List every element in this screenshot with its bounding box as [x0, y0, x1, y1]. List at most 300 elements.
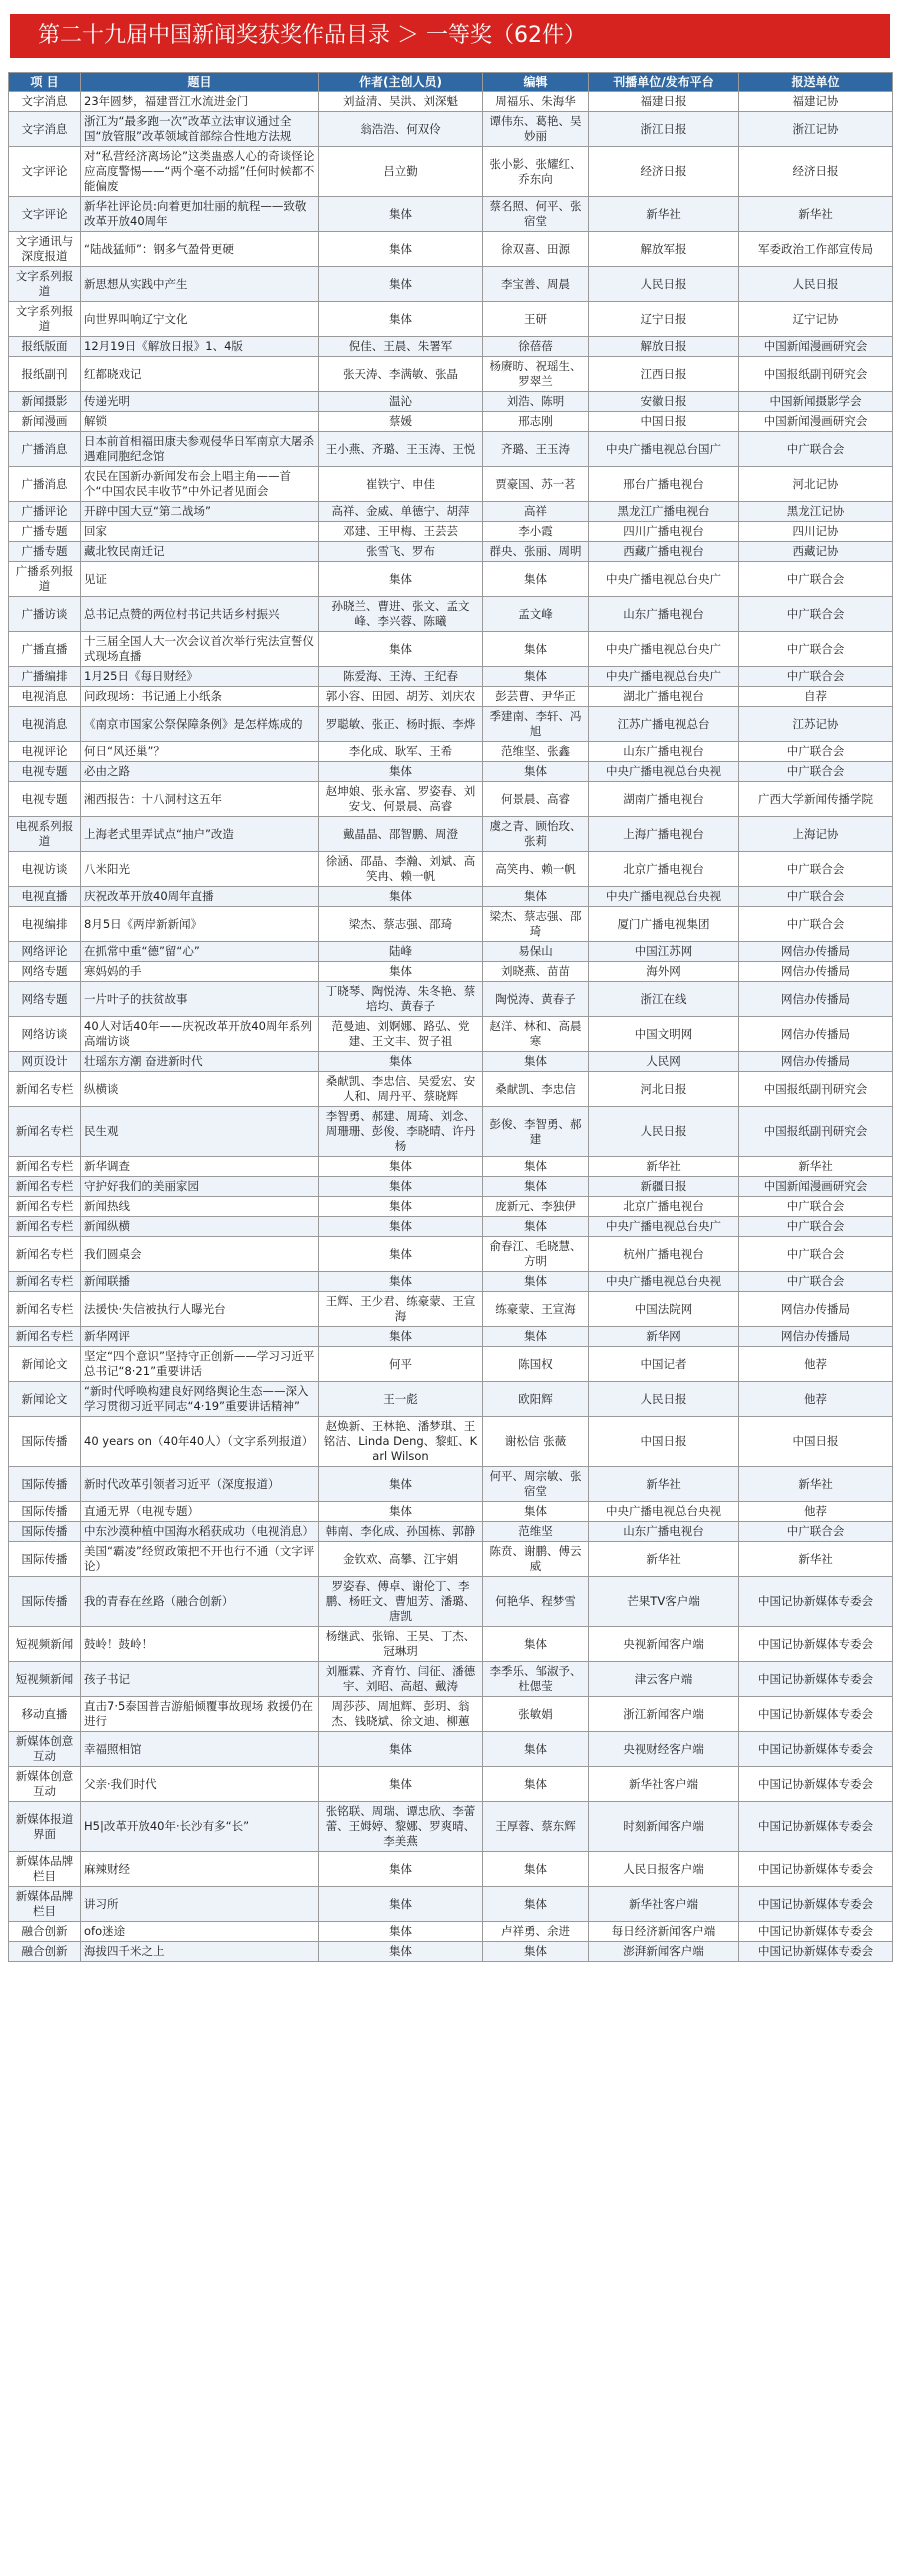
- publisher-cell: 辽宁日报: [589, 302, 739, 337]
- title-cell: 必由之路: [81, 762, 319, 782]
- category-cell: 新媒体品牌栏目: [9, 1887, 81, 1922]
- table-row: [9, 1732, 893, 1767]
- table-row: [9, 1197, 893, 1217]
- publisher-cell: 津云客户端: [589, 1662, 739, 1697]
- publisher-cell: 中国法院网: [589, 1292, 739, 1327]
- table-row: [9, 1887, 893, 1922]
- title-cell: 23年圆梦，福建晋江水流进金门: [81, 92, 319, 112]
- table-row: [9, 502, 893, 522]
- author-cell: 周莎莎、周旭辉、彭玥、翁杰、钱晓斌、徐文迪、柳蕙: [319, 1697, 483, 1732]
- author-cell: 王一彪: [319, 1382, 483, 1417]
- title-cell: 我们圆桌会: [81, 1237, 319, 1272]
- category-cell: 文字消息: [9, 112, 81, 147]
- publisher-cell: 经济日报: [589, 147, 739, 197]
- submitter-cell: 中国记协新媒体专委会: [739, 1697, 893, 1732]
- publisher-cell: 新华社: [589, 1542, 739, 1577]
- editor-cell: 李宝善、周晨: [483, 267, 589, 302]
- title-cell: 我的青春在丝路（融合创新）: [81, 1577, 319, 1627]
- title-cell: 鼓岭！鼓岭！: [81, 1627, 319, 1662]
- publisher-cell: 人民网: [589, 1052, 739, 1072]
- author-cell: 郭小容、田园、胡芳、刘庆农: [319, 687, 483, 707]
- author-cell: 孙晓兰、曹进、张文、孟文峰、李兴蓉、陈曦: [319, 597, 483, 632]
- author-cell: 集体: [319, 887, 483, 907]
- category-cell: 广播直播: [9, 632, 81, 667]
- publisher-cell: 解放日报: [589, 337, 739, 357]
- category-cell: 新闻名专栏: [9, 1177, 81, 1197]
- publisher-cell: 山东广播电视台: [589, 1522, 739, 1542]
- category-cell: 广播系列报道: [9, 562, 81, 597]
- submitter-cell: 中国记协新媒体专委会: [739, 1732, 893, 1767]
- table-row: [9, 147, 893, 197]
- title-cell: 纵横谈: [81, 1072, 319, 1107]
- category-cell: 新闻名专栏: [9, 1157, 81, 1177]
- title-cell: 回家: [81, 522, 319, 542]
- publisher-cell: 中央广播电视总台央广: [589, 1217, 739, 1237]
- editor-cell: 集体: [483, 1767, 589, 1802]
- publisher-cell: 中央广播电视总台央广: [589, 562, 739, 597]
- title-cell: 直击7·5泰国普吉游船倾覆事故现场 救援仍在进行: [81, 1697, 319, 1732]
- author-cell: 桑献凯、李忠信、吴爱宏、安人和、周丹平、蔡晓辉: [319, 1072, 483, 1107]
- submitter-cell: 辽宁记协: [739, 302, 893, 337]
- publisher-cell: 黑龙江广播电视台: [589, 502, 739, 522]
- table-row: [9, 1327, 893, 1347]
- title-cell: 对“私营经济离场论”这类蛊惑人心的奇谈怪论应高度警惕——“两个毫不动摇”任何时候都不能偏废: [81, 147, 319, 197]
- submitter-cell: 网信办传播局: [739, 1292, 893, 1327]
- title-cell: 新华网评: [81, 1327, 319, 1347]
- editor-cell: 陈贲、谢鹏、傅云威: [483, 1542, 589, 1577]
- submitter-cell: 中广联合会: [739, 1197, 893, 1217]
- submitter-cell: 中国新闻漫画研究会: [739, 1177, 893, 1197]
- editor-cell: 集体: [483, 1887, 589, 1922]
- author-cell: 集体: [319, 1177, 483, 1197]
- page-title: 第二十九届中国新闻奖获奖作品目录 ＞ 一等奖（62件）: [10, 14, 890, 58]
- category-cell: 新媒体报道界面: [9, 1802, 81, 1852]
- editor-cell: 集体: [483, 1732, 589, 1767]
- editor-cell: 高祥: [483, 502, 589, 522]
- category-cell: 广播专题: [9, 542, 81, 562]
- author-cell: 集体: [319, 1767, 483, 1802]
- publisher-cell: 澎湃新闻客户端: [589, 1942, 739, 1962]
- editor-cell: 周福乐、朱海华: [483, 92, 589, 112]
- title-cell: 湘西报告：十八洞村这五年: [81, 782, 319, 817]
- submitter-cell: 中国新闻漫画研究会: [739, 337, 893, 357]
- author-cell: 倪佳、王晨、朱署军: [319, 337, 483, 357]
- publisher-cell: 中国江苏网: [589, 942, 739, 962]
- table-row: [9, 632, 893, 667]
- header-author: 作者(主创人员): [319, 73, 483, 92]
- author-cell: 集体: [319, 762, 483, 782]
- category-cell: 文字通讯与深度报道: [9, 232, 81, 267]
- editor-cell: 何平、周宗敏、张宿堂: [483, 1467, 589, 1502]
- table-row: [9, 907, 893, 942]
- publisher-cell: 新华社客户端: [589, 1767, 739, 1802]
- editor-cell: 谭伟东、葛艳、吴妙丽: [483, 112, 589, 147]
- category-cell: 报纸副刊: [9, 357, 81, 392]
- publisher-cell: 时刻新闻客户端: [589, 1802, 739, 1852]
- author-cell: 翁浩浩、何双伶: [319, 112, 483, 147]
- category-cell: 电视编排: [9, 907, 81, 942]
- table-row: [9, 92, 893, 112]
- category-cell: 新闻名专栏: [9, 1327, 81, 1347]
- editor-cell: 孟文峰: [483, 597, 589, 632]
- category-cell: 新闻摄影: [9, 392, 81, 412]
- publisher-cell: 中央广播电视总台央视: [589, 1502, 739, 1522]
- publisher-cell: 厦门广播电视集团: [589, 907, 739, 942]
- submitter-cell: 中广联合会: [739, 742, 893, 762]
- editor-cell: 贾豪国、苏一茗: [483, 467, 589, 502]
- author-cell: 集体: [319, 197, 483, 232]
- author-cell: 集体: [319, 1327, 483, 1347]
- submitter-cell: 黑龙江记协: [739, 502, 893, 522]
- editor-cell: 高笑冉、赖一帆: [483, 852, 589, 887]
- submitter-cell: 四川记协: [739, 522, 893, 542]
- author-cell: 王辉、王少君、练豪蒙、王宣海: [319, 1292, 483, 1327]
- submitter-cell: 他荐: [739, 1502, 893, 1522]
- category-cell: 电视评论: [9, 742, 81, 762]
- editor-cell: 集体: [483, 1852, 589, 1887]
- editor-cell: 齐璐、王玉涛: [483, 432, 589, 467]
- title-cell: 法援快·失信被执行人曝光台: [81, 1292, 319, 1327]
- author-cell: 罗姿春、傅卓、谢伦丁、李鹏、杨旺文、曹旭芳、潘璐、唐凯: [319, 1577, 483, 1627]
- publisher-cell: 江苏广播电视总台: [589, 707, 739, 742]
- editor-cell: 集体: [483, 762, 589, 782]
- category-cell: 广播评论: [9, 502, 81, 522]
- author-cell: 集体: [319, 632, 483, 667]
- author-cell: 陈爱海、王涛、王纪春: [319, 667, 483, 687]
- title-cell: 上海老式里弄试点“抽户”改造: [81, 817, 319, 852]
- editor-cell: 集体: [483, 632, 589, 667]
- submitter-cell: 浙江记协: [739, 112, 893, 147]
- title-cell: 新华调查: [81, 1157, 319, 1177]
- submitter-cell: 中国新闻漫画研究会: [739, 412, 893, 432]
- header-submitter: 报送单位: [739, 73, 893, 92]
- submitter-cell: 中国记协新媒体专委会: [739, 1802, 893, 1852]
- table-row: [9, 982, 893, 1017]
- title-cell: 海拔四千米之上: [81, 1942, 319, 1962]
- submitter-cell: 中广联合会: [739, 852, 893, 887]
- table-row: [9, 1627, 893, 1662]
- publisher-cell: 中国文明网: [589, 1017, 739, 1052]
- table-row: [9, 687, 893, 707]
- title-cell: 开辟中国大豆“第二战场”: [81, 502, 319, 522]
- title-cell: 新闻纵横: [81, 1217, 319, 1237]
- category-cell: 文字消息: [9, 92, 81, 112]
- submitter-cell: 中国报纸副刊研究会: [739, 1072, 893, 1107]
- table-row: [9, 1522, 893, 1542]
- table-row: [9, 1802, 893, 1852]
- editor-cell: 王研: [483, 302, 589, 337]
- table-row: [9, 1292, 893, 1327]
- category-cell: 融合创新: [9, 1922, 81, 1942]
- author-cell: 集体: [319, 1237, 483, 1272]
- submitter-cell: 中广联合会: [739, 562, 893, 597]
- submitter-cell: 中广联合会: [739, 762, 893, 782]
- table-row: [9, 392, 893, 412]
- title-cell: 新闻联播: [81, 1272, 319, 1292]
- table-row: [9, 1662, 893, 1697]
- editor-cell: 集体: [483, 562, 589, 597]
- table-row: [9, 232, 893, 267]
- publisher-cell: 湖北广播电视台: [589, 687, 739, 707]
- author-cell: 何平: [319, 1347, 483, 1382]
- author-cell: 集体: [319, 267, 483, 302]
- title-cell: 在抓常中重“德”留“心”: [81, 942, 319, 962]
- title-cell: 八米阳光: [81, 852, 319, 887]
- submitter-cell: 自荐: [739, 687, 893, 707]
- editor-cell: 王厚蓉、蔡东辉: [483, 1802, 589, 1852]
- submitter-cell: 新华社: [739, 197, 893, 232]
- table-row: [9, 267, 893, 302]
- publisher-cell: 中国日报: [589, 1417, 739, 1467]
- publisher-cell: 新华社客户端: [589, 1887, 739, 1922]
- editor-cell: 集体: [483, 667, 589, 687]
- submitter-cell: 中国报纸副刊研究会: [739, 357, 893, 392]
- author-cell: 集体: [319, 302, 483, 337]
- category-cell: 新闻名专栏: [9, 1107, 81, 1157]
- publisher-cell: 新华社: [589, 197, 739, 232]
- author-cell: 戴晶晶、邵智鹏、周澄: [319, 817, 483, 852]
- editor-cell: 彭芸曹、尹华正: [483, 687, 589, 707]
- submitter-cell: 中广联合会: [739, 907, 893, 942]
- publisher-cell: 中央广播电视总台央视: [589, 887, 739, 907]
- author-cell: 范曼迪、刘婀娜、路弘、党建、王文丰、贺子祖: [319, 1017, 483, 1052]
- publisher-cell: 中央广播电视总台央视: [589, 1272, 739, 1292]
- editor-cell: 易保山: [483, 942, 589, 962]
- table-row: [9, 942, 893, 962]
- category-cell: 广播专题: [9, 522, 81, 542]
- submitter-cell: 中国记协新媒体专委会: [739, 1942, 893, 1962]
- submitter-cell: 新华社: [739, 1542, 893, 1577]
- publisher-cell: 海外网: [589, 962, 739, 982]
- submitter-cell: 中国记协新媒体专委会: [739, 1577, 893, 1627]
- category-cell: 电视直播: [9, 887, 81, 907]
- author-cell: 张雪飞、罗布: [319, 542, 483, 562]
- author-cell: 温沁: [319, 392, 483, 412]
- author-cell: 杨继武、张锦、王昊、丁杰、冠琳玥: [319, 1627, 483, 1662]
- submitter-cell: 网信办传播局: [739, 1327, 893, 1347]
- table-row: [9, 1922, 893, 1942]
- author-cell: 集体: [319, 1157, 483, 1177]
- editor-cell: 范维坚: [483, 1522, 589, 1542]
- author-cell: 梁杰、蔡志强、邵琦: [319, 907, 483, 942]
- submitter-cell: 经济日报: [739, 147, 893, 197]
- category-cell: 网络专题: [9, 962, 81, 982]
- editor-cell: 范维坚、张鑫: [483, 742, 589, 762]
- publisher-cell: 新华社: [589, 1467, 739, 1502]
- header-editor: 编辑: [483, 73, 589, 92]
- submitter-cell: 网信办传播局: [739, 982, 893, 1017]
- table-row: [9, 112, 893, 147]
- title-cell: 40人对话40年——庆祝改革开放40周年系列高端访谈: [81, 1017, 319, 1052]
- title-cell: 农民在国新办新闻发布会上唱主角——首个“中国农民丰收节”中外记者见面会: [81, 467, 319, 502]
- title-cell: 麻辣财经: [81, 1852, 319, 1887]
- editor-cell: 桑献凯、李忠信: [483, 1072, 589, 1107]
- title-cell: 12月19日《解放日报》1、4版: [81, 337, 319, 357]
- submitter-cell: 中广联合会: [739, 432, 893, 467]
- submitter-cell: 上海记协: [739, 817, 893, 852]
- category-cell: 融合创新: [9, 1942, 81, 1962]
- submitter-cell: 网信办传播局: [739, 1052, 893, 1072]
- header-category: 项 目: [9, 73, 81, 92]
- author-cell: 蔡媛: [319, 412, 483, 432]
- publisher-cell: 杭州广播电视台: [589, 1237, 739, 1272]
- table-row: [9, 542, 893, 562]
- author-cell: 集体: [319, 962, 483, 982]
- editor-cell: 群央、张丽、周明: [483, 542, 589, 562]
- author-cell: 金钦欢、高攀、江宇娟: [319, 1542, 483, 1577]
- author-cell: 集体: [319, 1942, 483, 1962]
- submitter-cell: 中国新闻摄影学会: [739, 392, 893, 412]
- category-cell: 广播编排: [9, 667, 81, 687]
- publisher-cell: 中央广播电视总台国广: [589, 432, 739, 467]
- category-cell: 新闻名专栏: [9, 1237, 81, 1272]
- editor-cell: 集体: [483, 1627, 589, 1662]
- title-cell: 1月25日《每日财经》: [81, 667, 319, 687]
- title-cell: 庆祝改革开放40周年直播: [81, 887, 319, 907]
- author-cell: 赵焕新、王林艳、潘梦琪、王铭洁、Linda Deng、黎虹、Karl Wilson: [319, 1417, 483, 1467]
- publisher-cell: 江西日报: [589, 357, 739, 392]
- author-cell: 李智勇、郝建、周琦、刘念、周珊珊、彭俊、李晓晴、许丹杨: [319, 1107, 483, 1157]
- publisher-cell: 中央广播电视总台央广: [589, 667, 739, 687]
- title-cell: 守护好我们的美丽家园: [81, 1177, 319, 1197]
- title-cell: 藏北牧民南迁记: [81, 542, 319, 562]
- title-cell: 新闻热线: [81, 1197, 319, 1217]
- table-row: [9, 742, 893, 762]
- title-cell: 总书记点赞的两位村书记共话乡村振兴: [81, 597, 319, 632]
- category-cell: 网络访谈: [9, 1017, 81, 1052]
- category-cell: 电视访谈: [9, 852, 81, 887]
- author-cell: 崔铁宁、申佳: [319, 467, 483, 502]
- publisher-cell: 中国日报: [589, 412, 739, 432]
- author-cell: 罗聪敏、张正、杨时振、李烨: [319, 707, 483, 742]
- editor-cell: 虞之青、顾怡玫、张莉: [483, 817, 589, 852]
- category-cell: 广播消息: [9, 467, 81, 502]
- editor-cell: 集体: [483, 1942, 589, 1962]
- category-cell: 国际传播: [9, 1577, 81, 1627]
- category-cell: 广播消息: [9, 432, 81, 467]
- category-cell: 新闻论文: [9, 1347, 81, 1382]
- title-cell: 传递光明: [81, 392, 319, 412]
- publisher-cell: 北京广播电视台: [589, 852, 739, 887]
- submitter-cell: 新华社: [739, 1467, 893, 1502]
- table-row: [9, 667, 893, 687]
- submitter-cell: 广西大学新闻传播学院: [739, 782, 893, 817]
- publisher-cell: 央视财经客户端: [589, 1732, 739, 1767]
- title-cell: 日本前首相福田康夫参观侵华日军南京大屠杀遇难同胞纪念馆: [81, 432, 319, 467]
- title-cell: H5|改革开放40年·长沙有多“长”: [81, 1802, 319, 1852]
- editor-cell: 集体: [483, 1157, 589, 1177]
- author-cell: 赵坤娘、张永富、罗姿春、刘安戈、何景晨、高睿: [319, 782, 483, 817]
- table-row: [9, 337, 893, 357]
- category-cell: 短视频新闻: [9, 1662, 81, 1697]
- category-cell: 国际传播: [9, 1542, 81, 1577]
- table-row: [9, 1852, 893, 1887]
- category-cell: 国际传播: [9, 1502, 81, 1522]
- title-cell: 《南京市国家公祭保障条例》是怎样炼成的: [81, 707, 319, 742]
- category-cell: 文字评论: [9, 197, 81, 232]
- table-row: [9, 1502, 893, 1522]
- category-cell: 新闻名专栏: [9, 1272, 81, 1292]
- category-cell: 短视频新闻: [9, 1627, 81, 1662]
- editor-cell: 陶悦涛、黄春子: [483, 982, 589, 1017]
- editor-cell: 庞新元、李独伊: [483, 1197, 589, 1217]
- submitter-cell: 江苏记协: [739, 707, 893, 742]
- award-table: [8, 72, 893, 1962]
- editor-cell: 集体: [483, 1502, 589, 1522]
- editor-cell: 李季乐、邹淑予、杜偲莹: [483, 1662, 589, 1697]
- author-cell: 吕立勤: [319, 147, 483, 197]
- table-row: [9, 197, 893, 232]
- publisher-cell: 人民日报: [589, 1382, 739, 1417]
- author-cell: 集体: [319, 1217, 483, 1237]
- editor-cell: 李小霞: [483, 522, 589, 542]
- category-cell: 移动直播: [9, 1697, 81, 1732]
- submitter-cell: 他荐: [739, 1347, 893, 1382]
- title-cell: 民生观: [81, 1107, 319, 1157]
- category-cell: 文字系列报道: [9, 267, 81, 302]
- publisher-cell: 人民日报: [589, 1107, 739, 1157]
- category-cell: 网络评论: [9, 942, 81, 962]
- submitter-cell: 中国记协新媒体专委会: [739, 1887, 893, 1922]
- table-row: [9, 302, 893, 337]
- submitter-cell: 中国记协新媒体专委会: [739, 1852, 893, 1887]
- author-cell: 集体: [319, 232, 483, 267]
- submitter-cell: 他荐: [739, 1382, 893, 1417]
- title-cell: 新时代改革引领者习近平（深度报道）: [81, 1467, 319, 1502]
- title-cell: 中东沙漠种植中国海水稻获成功（电视消息）: [81, 1522, 319, 1542]
- table-row: [9, 412, 893, 432]
- category-cell: 电视消息: [9, 687, 81, 707]
- category-cell: 网页设计: [9, 1052, 81, 1072]
- editor-cell: 梁杰、蔡志强、邵琦: [483, 907, 589, 942]
- category-cell: 文字评论: [9, 147, 81, 197]
- title-cell: 新思想从实践中产生: [81, 267, 319, 302]
- author-cell: 陆峰: [319, 942, 483, 962]
- table-row: [9, 1237, 893, 1272]
- publisher-cell: 中央广播电视总台央视: [589, 762, 739, 782]
- publisher-cell: 人民日报客户端: [589, 1852, 739, 1887]
- publisher-cell: 中国记者: [589, 1347, 739, 1382]
- table-row: [9, 1217, 893, 1237]
- table-row: [9, 1942, 893, 1962]
- table-row: [9, 962, 893, 982]
- title-cell: 寒妈妈的手: [81, 962, 319, 982]
- title-cell: 直通无界（电视专题）: [81, 1502, 319, 1522]
- editor-cell: 徐蓓蓓: [483, 337, 589, 357]
- title-cell: “陆战猛师”：钢多气盈骨更硬: [81, 232, 319, 267]
- table-row: [9, 522, 893, 542]
- editor-cell: 欧阳辉: [483, 1382, 589, 1417]
- author-cell: 集体: [319, 1052, 483, 1072]
- publisher-cell: 人民日报: [589, 267, 739, 302]
- table-row: [9, 1382, 893, 1417]
- title-cell: ofo迷途: [81, 1922, 319, 1942]
- table-row: [9, 1577, 893, 1627]
- editor-cell: 何景晨、高睿: [483, 782, 589, 817]
- author-cell: 高祥、金威、单德宁、胡萍: [319, 502, 483, 522]
- submitter-cell: 中国报纸副刊研究会: [739, 1107, 893, 1157]
- editor-cell: 赵洋、林和、高晨寒: [483, 1017, 589, 1052]
- category-cell: 新闻论文: [9, 1382, 81, 1417]
- title-cell: 一片叶子的扶贫故事: [81, 982, 319, 1017]
- category-cell: 报纸版面: [9, 337, 81, 357]
- submitter-cell: 人民日报: [739, 267, 893, 302]
- title-cell: 孩子书记: [81, 1662, 319, 1697]
- title-cell: 40 years on（40年40人）（文字系列报道）: [81, 1417, 319, 1467]
- submitter-cell: 中广联合会: [739, 597, 893, 632]
- editor-cell: 练豪蒙、王宣海: [483, 1292, 589, 1327]
- editor-cell: 邢志刚: [483, 412, 589, 432]
